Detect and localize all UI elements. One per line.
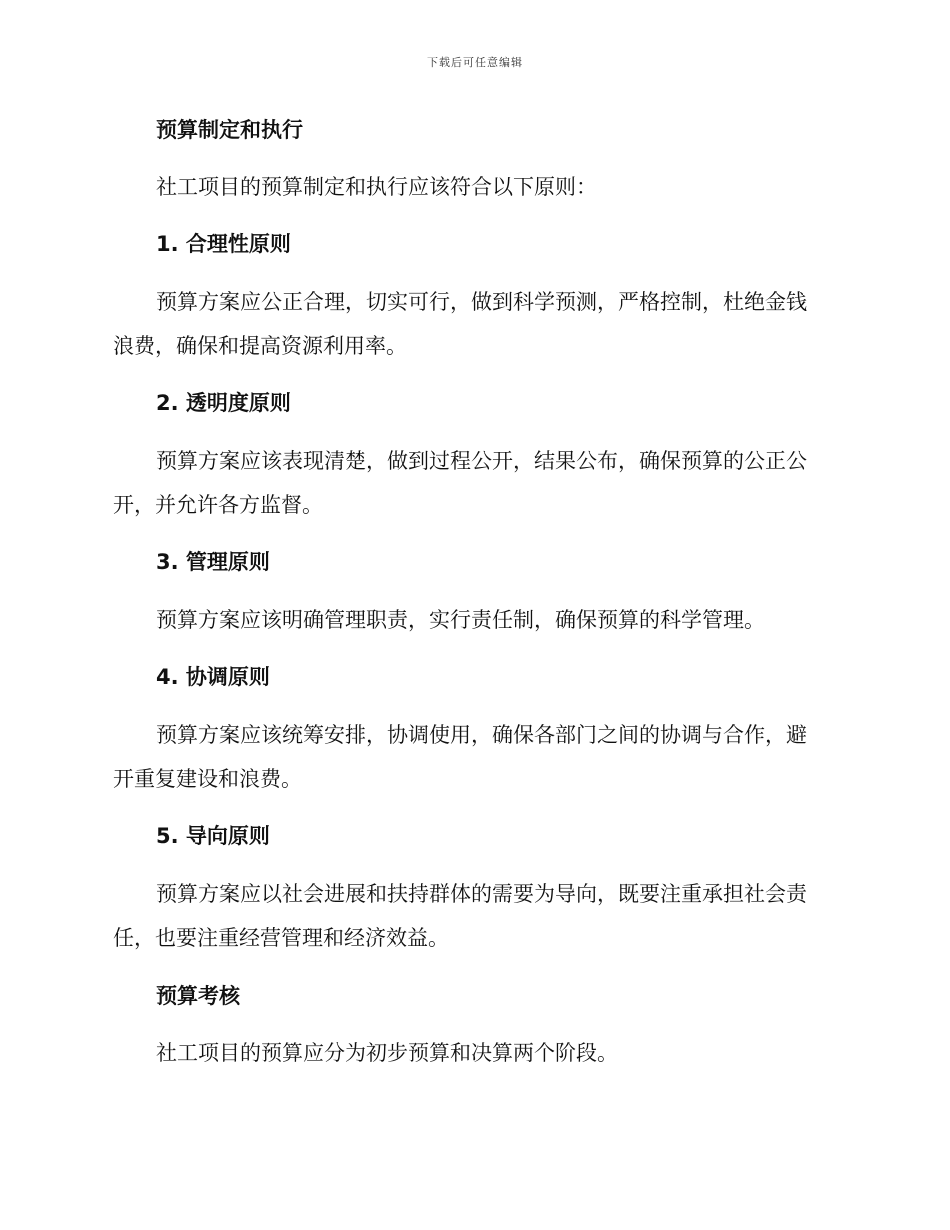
principle-2-heading: 2. 透明度原则 — [156, 391, 291, 415]
principle-5-text-line2: 任，也要注重经营管理和经济效益。 — [113, 926, 449, 950]
principle-2-text-line2: 开，并允许各方监督。 — [113, 493, 323, 517]
principle-2-text-line1: 预算方案应该表现清楚，做到过程公开，结果公布，确保预算的公正公 — [156, 449, 807, 473]
principle-5-text-line1: 预算方案应以社会进展和扶持群体的需要为导向，既要注重承担社会责 — [156, 882, 807, 906]
section-title: 预算制定和执行 — [156, 118, 303, 142]
intro-paragraph: 社工项目的预算制定和执行应该符合以下原则： — [156, 175, 597, 199]
principle-1-text-line1: 预算方案应公正合理，切实可行，做到科学预测，严格控制，杜绝金钱 — [156, 290, 807, 314]
principle-5-heading: 5. 导向原则 — [156, 824, 270, 848]
principle-4-text-line1: 预算方案应该统筹安排，协调使用，确保各部门之间的协调与合作，避 — [156, 723, 807, 747]
page-header-note: 下载后可任意编辑 — [427, 56, 523, 69]
principle-4-heading: 4. 协调原则 — [156, 665, 270, 689]
principle-1-heading: 1. 合理性原则 — [156, 232, 291, 256]
assessment-title: 预算考核 — [156, 984, 240, 1008]
principle-1-text-line2: 浪费，确保和提高资源利用率。 — [113, 334, 407, 358]
principle-3-heading: 3. 管理原则 — [156, 550, 270, 574]
assessment-paragraph: 社工项目的预算应分为初步预算和决算两个阶段。 — [156, 1041, 618, 1065]
principle-4-text-line2: 开重复建设和浪费。 — [113, 767, 302, 791]
principle-3-text-line1: 预算方案应该明确管理职责，实行责任制，确保预算的科学管理。 — [156, 608, 765, 632]
